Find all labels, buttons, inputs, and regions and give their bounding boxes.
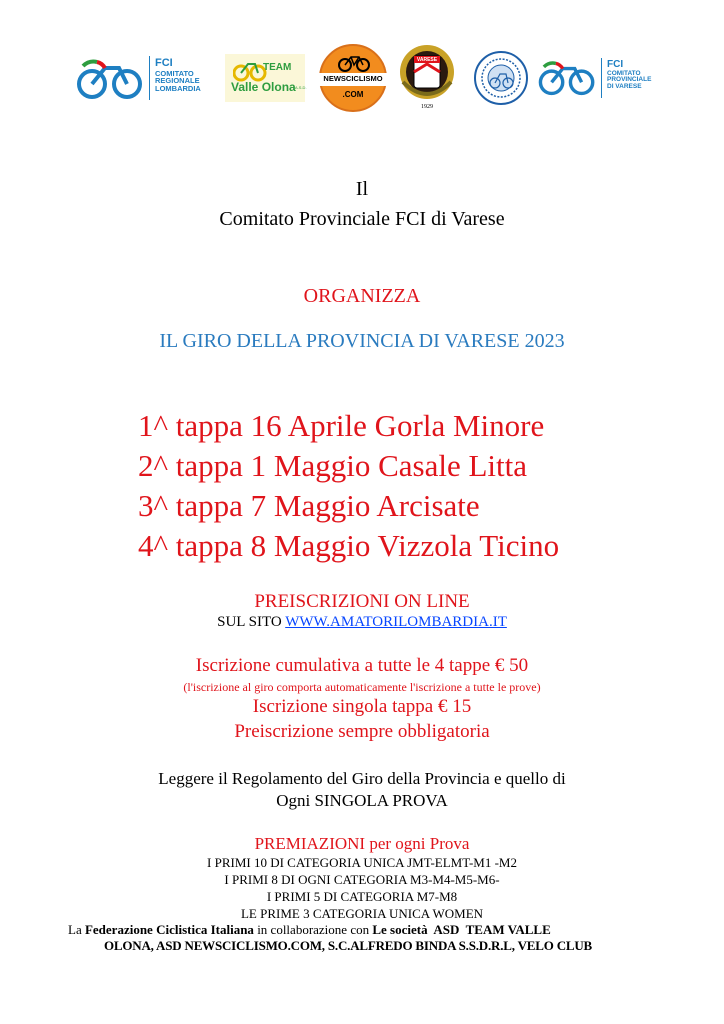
fci-left-line2: COMITATO — [155, 68, 194, 78]
registration-site-link[interactable]: WWW.AMATORILOMBARDIA.IT — [285, 614, 507, 630]
header-line1: Il — [355, 178, 369, 200]
registration-mandatory: Preiscrizione sempre obbligatoria — [234, 721, 490, 742]
registration-site-prefix: SUL SITO — [217, 614, 286, 630]
footer-societies-intro: Le società ASD TEAM VALLE — [372, 922, 551, 937]
seal-icon — [473, 50, 529, 106]
fci-right-line2: COMITATO — [607, 69, 641, 77]
registration-site-line — [0, 614, 724, 631]
team-valle-olona-logo — [225, 54, 305, 102]
registration-cumulative: Iscrizione cumulativa a tutte le 4 tappe € 50 — [195, 655, 529, 676]
footer-line2: OLONA, ASD NEWSCICLISMO.COM, S.C.ALFREDO BINDA S.S.D.R.L, VELO CLUB — [104, 938, 593, 953]
fci-right-line4: DI VARESE — [607, 83, 642, 91]
varese-crest-logo — [397, 42, 457, 112]
team-logo-line1: TEAM — [263, 62, 292, 73]
crest-name: VARESE — [416, 57, 438, 63]
laurel-wreath-icon — [397, 42, 457, 112]
rules-line1: Leggere il Regolamento del Giro della Provincia e quello di — [158, 769, 566, 788]
awards-item-4: LE PRIME 3 CATEGORIA UNICA WOMEN — [240, 906, 484, 921]
fci-right-line3: PROVINCIALE — [607, 76, 652, 84]
newsciclismo-logo — [319, 44, 387, 112]
fci-bike-icon — [537, 58, 597, 98]
stage-1: 1^ tappa 16 Aprile Gorla Minore — [138, 408, 545, 443]
fci-bike-icon — [75, 56, 145, 102]
team-logo-line2: Valle Olona — [231, 80, 296, 94]
team-logo-bike-icon — [233, 60, 267, 82]
crest-year: 1929 — [421, 104, 433, 110]
awards-item-2: I PRIMI 8 DI OGNI CATEGORIA M3-M4-M5-M6- — [224, 872, 500, 887]
fci-lombardia-logo — [75, 54, 215, 104]
event-title: IL GIRO DELLA PROVINCIA DI VARESE 2023 — [159, 330, 565, 352]
fci-right-line1: FCI — [607, 59, 624, 70]
round-seal-logo — [473, 50, 529, 106]
fci-varese-logo — [537, 58, 655, 102]
stage-4: 4^ tappa 8 Maggio Vizzola Ticino — [138, 528, 560, 563]
rules-line2: Ogni SINGOLA PROVA — [276, 791, 448, 810]
newsciclismo-top-text: NEWSCICLISMO — [323, 74, 383, 83]
logo-row — [75, 42, 655, 112]
fci-left-line3: REGIONALE — [155, 76, 200, 86]
newsciclismo-bottom-text: .COM — [342, 90, 364, 99]
registration-single: Iscrizione singola tappa € 15 — [252, 696, 472, 717]
stage-2: 2^ tappa 1 Maggio Casale Litta — [138, 448, 528, 483]
registration-title: PREISCRIZIONI ON LINE — [254, 591, 470, 612]
awards-title: PREMIAZIONI per ogni Prova — [254, 834, 470, 853]
fci-left-line4: LOMBARDIA — [155, 84, 201, 94]
footer-line1 — [68, 922, 551, 938]
footer-prefix: La — [68, 922, 85, 937]
fci-left-line1: FCI — [155, 57, 173, 69]
awards-item-1: I PRIMI 10 DI CATEGORIA UNICA JMT-ELMT-M1 -M2 — [207, 855, 517, 870]
stage-3: 3^ tappa 7 Maggio Arcisate — [138, 488, 480, 523]
registration-cumulative-note: (l'iscrizione al giro comporta automaticamente l'iscrizione a tutte le prove) — [183, 680, 541, 694]
awards-item-3: I PRIMI 5 DI CATEGORIA M7-M8 — [266, 889, 458, 904]
footer-middle: in collaborazione con — [253, 922, 373, 937]
team-logo-suffix: A.S.D. — [295, 85, 307, 90]
header-line2: Comitato Provinciale FCI di Varese — [219, 208, 505, 230]
newsciclismo-bike-icon — [337, 54, 371, 72]
footer-federation: Federazione Ciclistica Italiana — [84, 922, 254, 937]
organizza-heading: ORGANIZZA — [303, 285, 421, 307]
